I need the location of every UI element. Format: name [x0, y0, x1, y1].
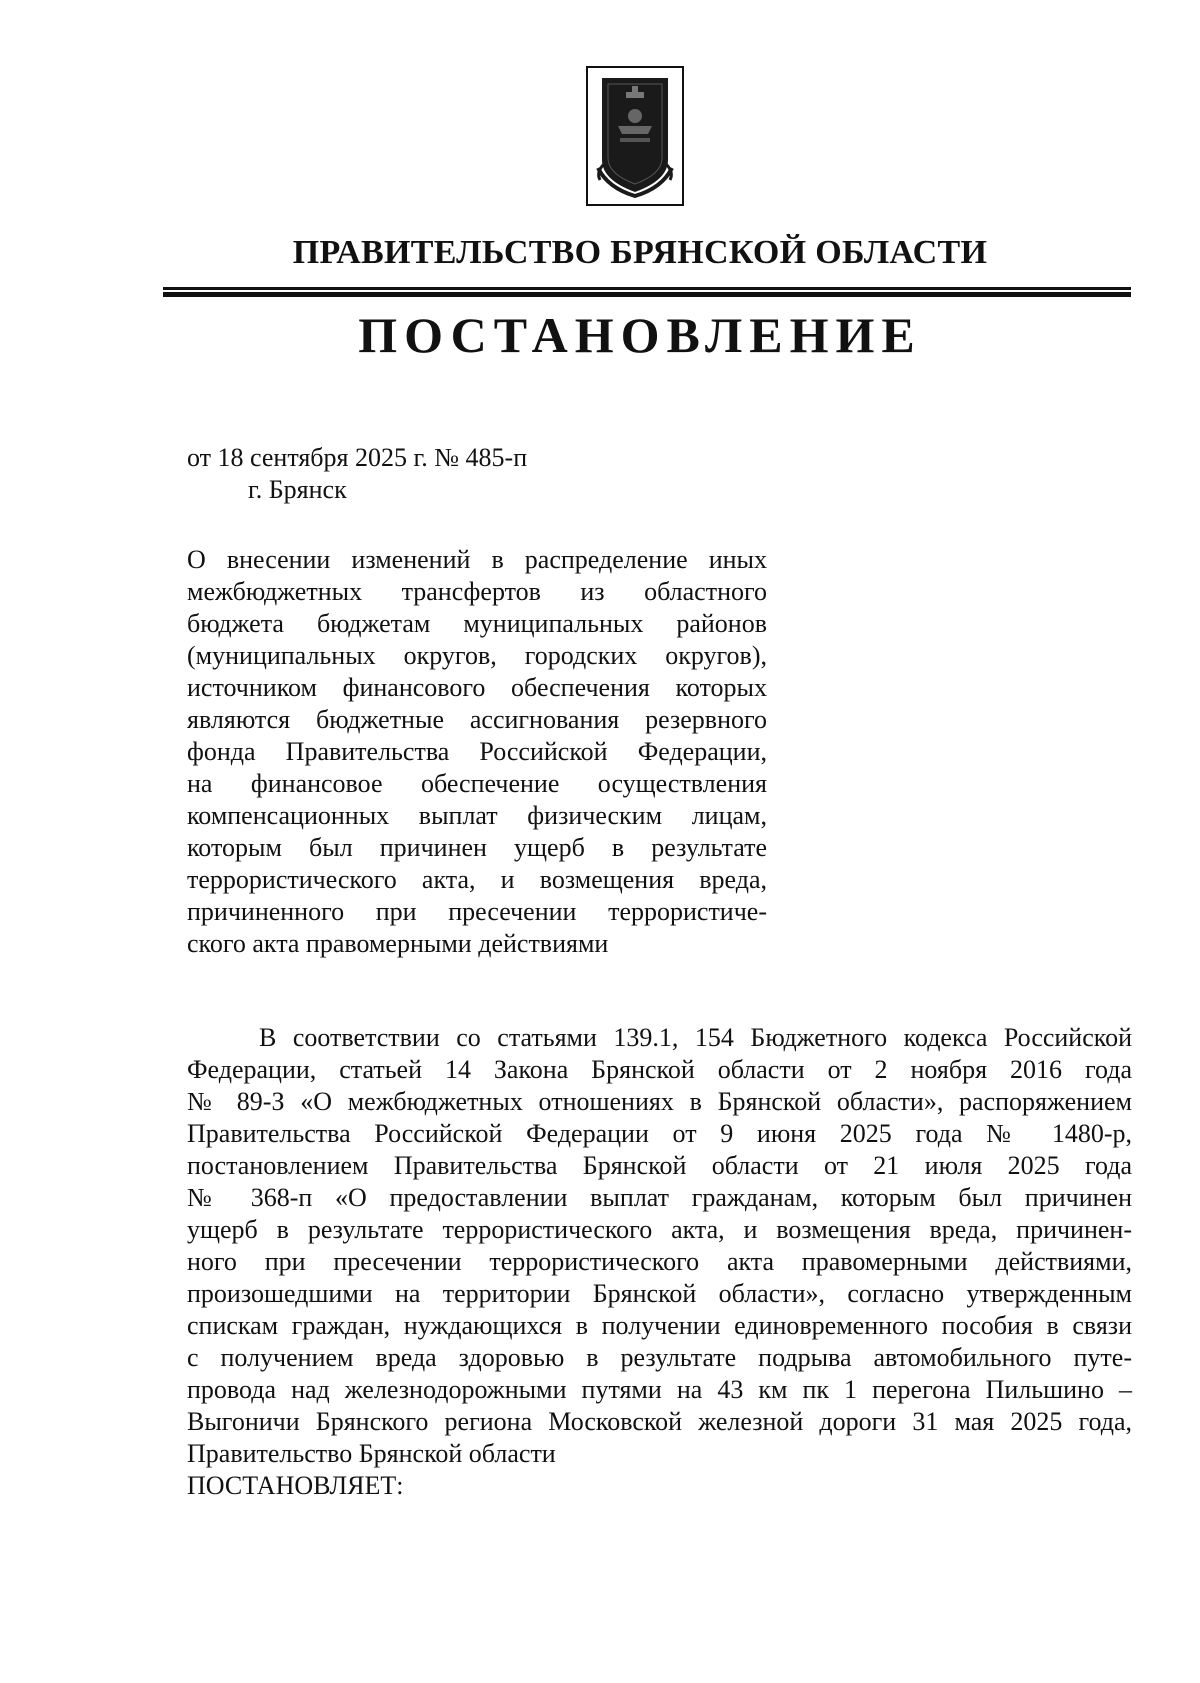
- header-divider-thick: [163, 292, 1131, 297]
- subject-line: ского акта правомерными действиями: [187, 929, 609, 958]
- subject-line: бюджета бюджетам муниципальных районов: [187, 609, 767, 638]
- subject-line: (муниципальных округов, городских округов),: [187, 641, 767, 670]
- organization-title: ПРАВИТЕЛЬСТВО БРЯНСКОЙ ОБЛАСТИ: [292, 234, 988, 271]
- body-line: № 368-п «О предоставлении выплат гражданам, которым был причинен: [187, 1183, 1132, 1212]
- subject-line: террористического акта, и возмещения вреда,: [187, 865, 767, 894]
- body-line: произошедшими на территории Брянской области», согласно утвержденным: [187, 1279, 1132, 1308]
- body-line: Правительства Российской Федерации от 9 июня 2025 года № 1480-р,: [187, 1119, 1132, 1148]
- document-body: [187, 1022, 1132, 1502]
- bryansk-coat-of-arms-icon: [586, 66, 684, 206]
- subject-line: являются бюджетные ассигнования резервного: [187, 705, 767, 734]
- resolution-keyword: ПОСТАНОВЛЯЕТ:: [187, 1471, 404, 1500]
- body-line: с получением вреда здоровью в результате подрыва автомобильного путе-: [187, 1343, 1132, 1372]
- subject-line: источником финансового обеспечения которых: [187, 673, 767, 702]
- header-divider-thin: [163, 287, 1131, 290]
- subject-line: причиненного при пресечении террористиче-: [187, 897, 767, 926]
- body-line: ущерб в результате террористического акта, и возмещения вреда, причинен-: [187, 1215, 1132, 1244]
- body-line: ного при пресечении террористического акта правомерными действиями,: [187, 1247, 1132, 1276]
- body-line: В соответствии со статьями 139.1, 154 Бюджетного кодекса Российской: [259, 1023, 1132, 1052]
- document-subject: [187, 544, 767, 960]
- body-line: Выгоничи Брянского региона Московской железной дороги 31 мая 2025 года,: [187, 1407, 1132, 1436]
- body-line: провода над железнодорожными путями на 43 км пк 1 перегона Пильшино –: [187, 1375, 1132, 1404]
- body-line: № 89-З «О межбюджетных отношениях в Брянской области», распоряжением: [187, 1087, 1132, 1116]
- body-line: постановлением Правительства Брянской области от 21 июля 2025 года: [187, 1151, 1132, 1180]
- body-line: Правительство Брянской области: [187, 1439, 556, 1468]
- document-city: г. Брянск: [248, 475, 347, 504]
- subject-line: на финансовое обеспечение осуществления: [187, 769, 767, 798]
- subject-line: фонда Правительства Российской Федерации,: [187, 737, 767, 766]
- subject-line: межбюджетных трансфертов из областного: [187, 577, 767, 606]
- document-date-number: от 18 сентября 2025 г. № 485-п: [187, 443, 528, 472]
- subject-line: компенсационных выплат физическим лицам,: [187, 801, 767, 830]
- body-line: Федерации, статьей 14 Закона Брянской области от 2 ноября 2016 года: [187, 1055, 1132, 1084]
- subject-line: О внесении изменений в распределение иных: [187, 545, 767, 574]
- subject-line: которым был причинен ущерб в результате: [187, 833, 767, 862]
- body-line: спискам граждан, нуждающихся в получении единовременного пособия в связи: [187, 1311, 1132, 1340]
- document-type-title: ПОСТАНОВЛЕНИЕ: [358, 307, 922, 363]
